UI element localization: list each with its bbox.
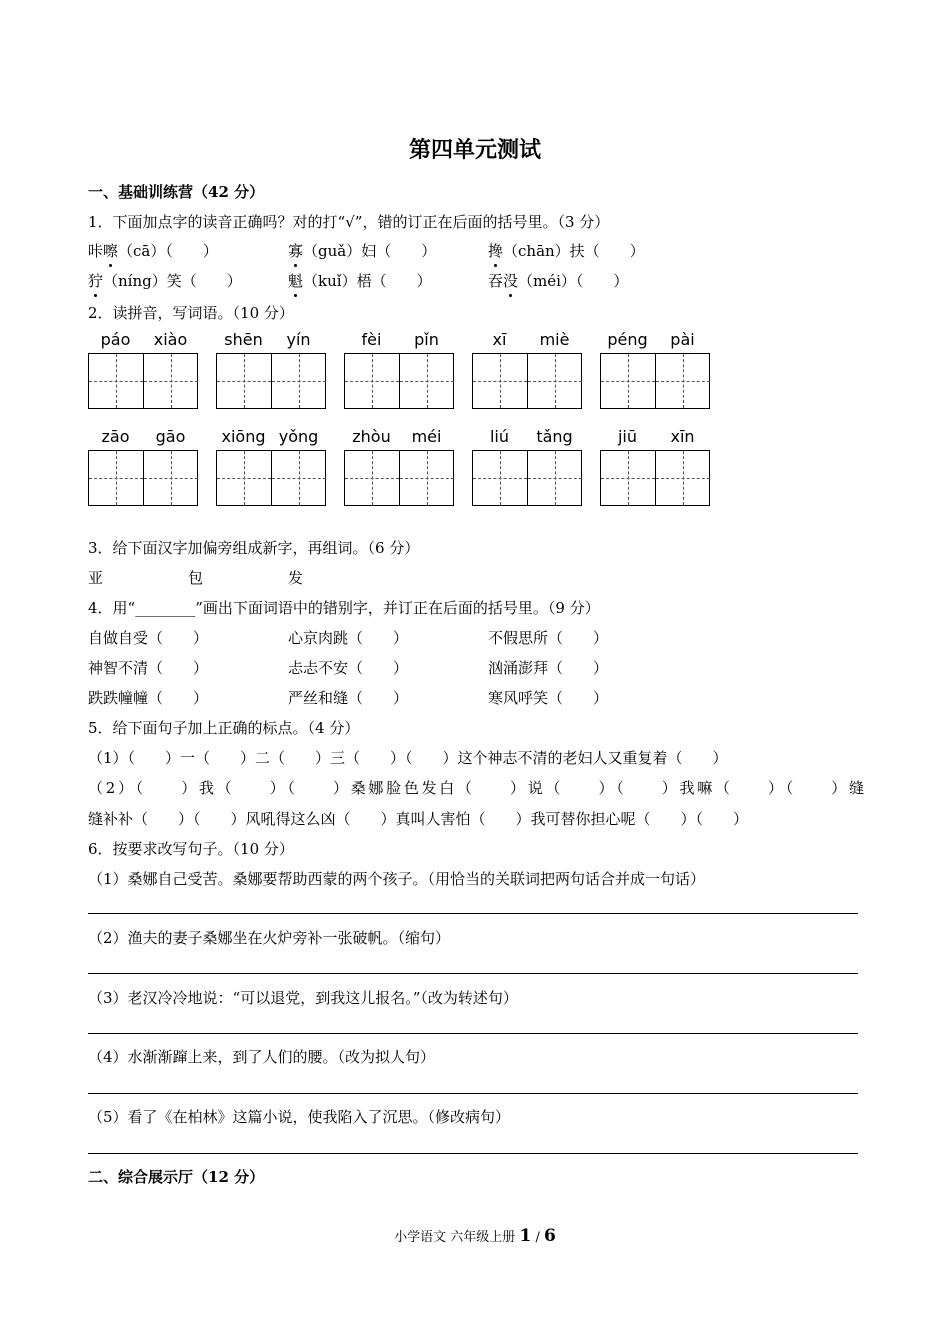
punctuation-sentence: （1）（ ）一（ ）二（ ）三（ ）（ ）这个神志不清的老妇人又重复着（ ） (88, 749, 728, 767)
question-stem: 5．给下面句子加上正确的标点。（4 分） (88, 719, 360, 737)
footer-subject: 小学语文 六年级上册 (394, 1230, 516, 1245)
pronunciation-item: 魁（kuǐ）梧（ ） (288, 272, 432, 290)
idiom-item: 不假思所（ ） (488, 629, 609, 647)
punctuation-sentence: 缝补补（ ）（ ）风吼得这么凶（ ）真叫人害怕（ ）我可替你担心呢（ ）（ ） (88, 810, 749, 828)
question-stem: 3．给下面汉字加偏旁组成新字，再组词。（6 分） (88, 539, 420, 557)
question-stem: 6．按要求改写句子。（10 分） (88, 840, 294, 858)
pinyin-pair: jiū xīn (617, 427, 695, 446)
pinyin-pair: páo xiào (100, 330, 188, 349)
pronunciation-item: 吞没（méi）（ ） (488, 272, 629, 290)
pronunciation-item: 搀（chān）扶（ ） (488, 242, 645, 260)
writing-grid[interactable] (344, 353, 454, 409)
writing-grid[interactable] (600, 353, 710, 409)
writing-grid[interactable] (472, 353, 582, 409)
idiom-item: 汹涌澎拜（ ） (488, 659, 609, 677)
question-stem: 2．读拼音，写词语。（10 分） (88, 304, 294, 322)
page-separator: / (535, 1230, 540, 1245)
answer-line[interactable] (88, 1033, 858, 1034)
base-char: 亚 (88, 569, 104, 587)
page-total: 6 (543, 1226, 556, 1246)
answer-line[interactable] (88, 1153, 858, 1154)
pinyin-pair: liú tǎng (489, 427, 573, 446)
rewrite-item: （1）桑娜自己受苦。桑娜要帮助西蒙的两个孩子。（用恰当的关联词把两句话合并成一句话） (88, 870, 706, 888)
writing-grid[interactable] (344, 450, 454, 506)
base-char: 发 (288, 569, 304, 587)
writing-grid[interactable] (472, 450, 582, 506)
pinyin-pair: xiōng yǒng (221, 427, 319, 446)
page-title: 第四单元测试 (408, 137, 541, 163)
pronunciation-item: 寡（guǎ）妇（ ） (288, 242, 437, 260)
writing-grid[interactable] (88, 450, 198, 506)
pronunciation-item: 咔嚓（cā）（ ） (88, 242, 218, 260)
section-heading: 二、综合展示厅（12 分） (88, 1168, 265, 1186)
pinyin-pair: shēn yín (224, 330, 311, 349)
punctuation-sentence: （2）（ ）我（ ）（ ）桑娜脸色发白（ ）说（ ）（ ）我嘛（ ）（ ）缝 (88, 779, 864, 797)
idiom-item: 严丝和缝（ ） (288, 689, 409, 707)
pinyin-pair: zāo gāo (101, 427, 186, 446)
idiom-item: 自做自受（ ） (88, 629, 209, 647)
base-char: 包 (188, 569, 204, 587)
page-footer (0, 1226, 950, 1248)
pronunciation-item: 狞（níng）笑（ ） (88, 272, 242, 290)
idiom-item: 跌跌幢幢（ ） (88, 689, 209, 707)
section-heading: 一、基础训练营（42 分） (88, 183, 265, 201)
writing-grid[interactable] (216, 353, 326, 409)
idiom-item: 心京肉跳（ ） (288, 629, 409, 647)
rewrite-item: （5）看了《在柏林》这篇小说，使我陷入了沉思。（修改病句） (88, 1108, 511, 1126)
page-number: 1 (519, 1226, 532, 1246)
pinyin-pair: fèi pǐn (361, 330, 439, 349)
writing-grid[interactable] (600, 450, 710, 506)
answer-line[interactable] (88, 973, 858, 974)
idiom-item: 忐忐不安（ ） (288, 659, 409, 677)
question-stem: 1．下面加点字的读音正确吗？对的打“√”，错的订正在后面的括号里。（3 分） (88, 213, 610, 231)
question-stem: 4．用“________”画出下面词语中的错别字，并订正在后面的括号里。（9 分） (88, 599, 600, 617)
pinyin-pair: zhòu méi (352, 427, 442, 446)
rewrite-item: （3）老汉冷冷地说：“可以退党，到我这儿报名。”（改为转述句） (88, 989, 518, 1007)
rewrite-item: （4）水渐渐蹿上来，到了人们的腰。（改为拟人句） (88, 1048, 436, 1066)
rewrite-item: （2）渔夫的妻子桑娜坐在火炉旁补一张破帆。（缩句） (88, 929, 451, 947)
answer-line[interactable] (88, 1093, 858, 1094)
writing-grid[interactable] (216, 450, 326, 506)
idiom-item: 寒风呼笑（ ） (488, 689, 609, 707)
pinyin-pair: péng pài (607, 330, 695, 349)
idiom-item: 神智不清（ ） (88, 659, 209, 677)
writing-grid[interactable] (88, 353, 198, 409)
answer-line[interactable] (88, 913, 858, 914)
pinyin-pair: xī miè (492, 330, 570, 349)
